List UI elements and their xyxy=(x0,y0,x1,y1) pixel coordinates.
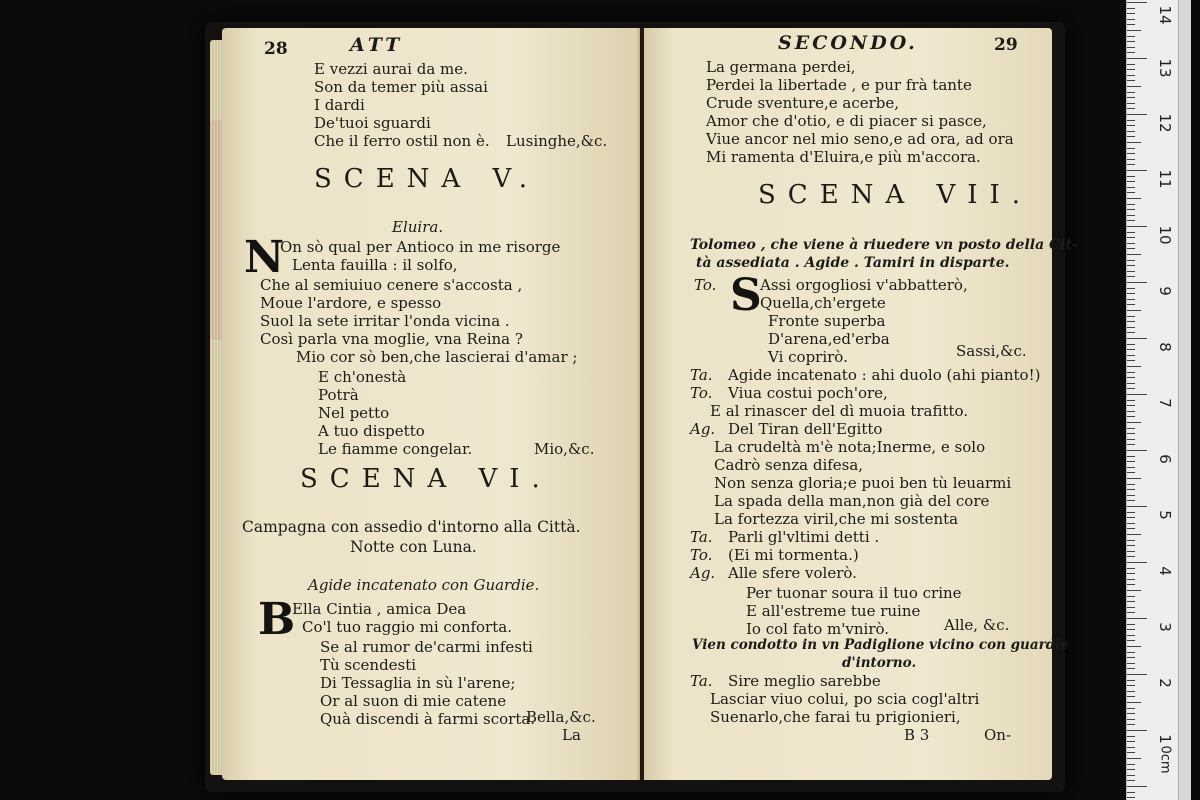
ruler-tick xyxy=(1127,377,1135,378)
ruler-tick xyxy=(1127,13,1135,14)
ruler-tick xyxy=(1127,747,1135,748)
ruler-tick xyxy=(1127,136,1135,137)
ruler-tick xyxy=(1127,125,1135,126)
ruler-tick xyxy=(1127,797,1135,798)
ruler-tick xyxy=(1127,372,1135,373)
verse-line: Lenta fauilla : il solfo, xyxy=(292,256,458,274)
ruler-number: 1 xyxy=(1156,734,1174,744)
ruler-tick xyxy=(1127,103,1135,104)
ruler-tick xyxy=(1127,764,1135,765)
ruler-tick xyxy=(1127,612,1135,613)
dialogue-line: Non senza gloria;e puoi ben tù leuarmi xyxy=(714,474,1012,492)
ruler-tick xyxy=(1127,304,1135,305)
ruler-tick xyxy=(1127,232,1135,233)
scene-setting: Tolomeo , che viene à riuedere vn posto della Cit- xyxy=(690,237,1078,253)
dialogue-line: Viua costui poch'ore, xyxy=(728,384,888,402)
ruler-tick xyxy=(1127,327,1135,328)
ruler-tick xyxy=(1127,243,1135,244)
ruler-tick xyxy=(1127,293,1135,294)
verse-line: Nel petto xyxy=(318,404,390,422)
running-head: SECONDO. xyxy=(778,32,918,54)
verse-line: Quà discendi à farmi scorta. xyxy=(320,710,536,728)
ruler-number: 14 xyxy=(1156,5,1174,25)
ruler-tick xyxy=(1127,562,1147,563)
dialogue-line: La spada della man,non già del core xyxy=(714,492,990,510)
ruler-tick xyxy=(1127,209,1135,210)
ruler-tick xyxy=(1127,36,1135,37)
cue-text: Mio,&c. xyxy=(534,440,595,458)
ruler-tick xyxy=(1127,52,1135,53)
ruler-tick xyxy=(1127,411,1135,412)
verse-line: A tuo dispetto xyxy=(318,422,425,440)
ruler-tick xyxy=(1127,534,1141,535)
verse-line: Che al semiuiuo cenere s'accosta , xyxy=(260,276,523,294)
verse-line: D'arena,ed'erba xyxy=(768,330,890,348)
speaker-name: Agide incatenato con Guardie. xyxy=(308,576,540,594)
scene-heading: SCENA V. xyxy=(314,164,539,194)
catchword: On- xyxy=(984,726,1012,744)
ruler-tick xyxy=(1127,545,1135,546)
ruler-tick xyxy=(1127,226,1147,227)
ruler-tick xyxy=(1127,19,1135,20)
ruler-tick xyxy=(1127,321,1135,322)
ruler-tick xyxy=(1127,500,1135,501)
ruler-tick xyxy=(1127,248,1135,249)
ruler-tick xyxy=(1127,584,1135,585)
ruler-tick xyxy=(1127,428,1135,429)
ruler-tick xyxy=(1127,506,1147,507)
ruler-number: 11 xyxy=(1156,169,1174,189)
ruler-tick xyxy=(1127,741,1135,742)
ruler-number: 9 xyxy=(1156,286,1174,296)
ruler-tick xyxy=(1127,69,1135,70)
ruler-tick xyxy=(1127,47,1135,48)
verse-line: Di Tessaglia in sù l'arene; xyxy=(320,674,516,692)
ruler-tick xyxy=(1127,142,1141,143)
ruler-number: 6 xyxy=(1156,454,1174,464)
verse-line: Suol la sete irritar l'onda vicina . xyxy=(260,312,510,330)
ruler-tick xyxy=(1127,299,1135,300)
ruler-tick xyxy=(1127,198,1141,199)
ruler-tick xyxy=(1127,271,1135,272)
verse-line: Moue l'ardore, e spesso xyxy=(260,294,442,312)
right-page xyxy=(644,28,1078,780)
ruler-tick xyxy=(1127,540,1135,541)
dialogue-line: E al rinascer del dì muoia trafitto. xyxy=(710,402,969,420)
ruler-tick xyxy=(1127,646,1141,647)
ruler-tick xyxy=(1127,405,1135,406)
ruler-tick xyxy=(1127,551,1135,552)
ruler-tick xyxy=(1127,758,1141,759)
speaker-abbrev: Ta. xyxy=(690,528,713,546)
ruler-tick xyxy=(1127,607,1135,608)
ruler-tick xyxy=(1127,489,1135,490)
verse-line: Potrà xyxy=(318,386,359,404)
ruler-tick xyxy=(1127,75,1135,76)
ruler-tick xyxy=(1127,220,1135,221)
ruler-tick xyxy=(1127,674,1147,675)
ruler-tick xyxy=(1127,64,1135,65)
ruler-tick xyxy=(1127,792,1135,793)
speaker-abbrev: Ta. xyxy=(690,672,713,690)
scene-setting: tà assediata . Agide . Tamiri in disparte. xyxy=(696,255,1010,271)
ruler-tick xyxy=(1127,668,1135,669)
speaker-abbrev: Ag. xyxy=(690,564,716,582)
speaker-name: Eluira. xyxy=(392,218,444,236)
ruler-tick xyxy=(1127,86,1141,87)
ruler-tick xyxy=(1127,422,1141,423)
ruler-tick xyxy=(1127,355,1135,356)
ruler-tick xyxy=(1127,652,1135,653)
scene-setting: Campagna con assedio d'intorno alla Città. xyxy=(242,518,581,536)
ruler-tick xyxy=(1127,708,1135,709)
speaker-abbrev: To. xyxy=(690,546,713,564)
ruler-number: 2 xyxy=(1156,678,1174,688)
verse-line: E all'estreme tue ruine xyxy=(746,602,921,620)
ruler-tick xyxy=(1127,439,1135,440)
ruler-edge xyxy=(1178,0,1191,800)
ruler-tick xyxy=(1127,724,1135,725)
ruler-tick xyxy=(1127,517,1135,518)
ruler-tick xyxy=(1127,444,1135,445)
ruler-tick xyxy=(1127,691,1135,692)
dialogue-line: Parli gl'vltimi detti . xyxy=(728,528,880,546)
ruler-number: 10 xyxy=(1156,225,1174,245)
ruler-tick xyxy=(1127,719,1135,720)
ruler-tick xyxy=(1127,736,1135,737)
ruler-tick xyxy=(1127,556,1135,557)
verse-line: Assi orgogliosi v'abbatterò, xyxy=(760,276,968,294)
verse-line: I dardi xyxy=(314,96,365,114)
ruler-tick xyxy=(1127,702,1141,703)
ruler-tick xyxy=(1127,338,1147,339)
dialogue-line: Agide incatenato : ahi duolo (ahi pianto!) xyxy=(728,366,1041,384)
dialogue-line: Alle sfere volerò. xyxy=(728,564,857,582)
ruler-tick xyxy=(1127,41,1135,42)
ruler-tick xyxy=(1127,164,1135,165)
ruler-tick xyxy=(1127,360,1135,361)
ruler-tick xyxy=(1127,332,1135,333)
ruler-tick xyxy=(1127,769,1135,770)
scene-heading: SCENA VII. xyxy=(758,180,1033,210)
ruler-tick xyxy=(1127,92,1135,93)
verse-line: Co'l tuo raggio mi conforta. xyxy=(302,618,512,636)
ruler-number: 12 xyxy=(1156,113,1174,133)
ruler-tick xyxy=(1127,456,1135,457)
ruler-tick xyxy=(1127,282,1147,283)
ruler-number: 3 xyxy=(1156,622,1174,632)
verse-line: Mio cor sò ben,che lascierai d'amar ; xyxy=(296,348,578,366)
dialogue-line: La fortezza viril,che mi sostenta xyxy=(714,510,959,528)
catchword: La xyxy=(562,726,581,744)
verse-line: Che il ferro ostil non è. xyxy=(314,132,490,150)
verse-line: Fronte superba xyxy=(768,312,886,330)
signature-mark: B 3 xyxy=(904,726,930,744)
speaker-abbrev: Ag. xyxy=(690,420,716,438)
ruler-tick xyxy=(1127,265,1135,266)
ruler-number: 4 xyxy=(1156,566,1174,576)
ruler-tick xyxy=(1127,58,1147,59)
ruler-tick xyxy=(1127,114,1147,115)
verse-line: Mi ramenta d'Eluira,e più m'accora. xyxy=(706,148,981,166)
ruler-tick xyxy=(1127,590,1141,591)
ruler-number: 8 xyxy=(1156,342,1174,352)
verse-line: De'tuoi sguardi xyxy=(314,114,431,132)
ruler-tick xyxy=(1127,366,1141,367)
cue-text: Lusinghe,&c. xyxy=(506,132,608,150)
ruler-unit: 0cm xyxy=(1157,745,1173,774)
ruler-tick xyxy=(1127,775,1135,776)
ruler-tick xyxy=(1127,388,1135,389)
stage-direction: d'intorno. xyxy=(842,655,917,671)
ruler-tick xyxy=(1127,394,1147,395)
ruler-tick xyxy=(1127,237,1135,238)
verse-line: Io col fato m'vnirò. xyxy=(746,620,890,638)
ruler-tick xyxy=(1127,215,1135,216)
drop-cap: N xyxy=(244,232,285,283)
ruler-tick xyxy=(1127,472,1135,473)
ruler-tick xyxy=(1127,148,1135,149)
page-number: 29 xyxy=(994,35,1018,55)
ruler-tick xyxy=(1127,528,1135,529)
verse-line: La germana perdei, xyxy=(706,58,856,76)
ruler-tick xyxy=(1127,349,1135,350)
verse-line: Le fiamme congelar. xyxy=(318,440,473,458)
ruler-tick xyxy=(1127,523,1135,524)
left-page xyxy=(222,28,640,780)
verse-line: Così parla vna moglie, vna Reina ? xyxy=(260,330,523,348)
ruler-tick xyxy=(1127,170,1147,171)
verse-line: On sò qual per Antioco in me risorge xyxy=(280,238,561,256)
dialogue-line: Del Tiran dell'Egitto xyxy=(728,420,883,438)
ruler-tick xyxy=(1127,579,1135,580)
dialogue-line: La crudeltà m'è nota;Inerme, e solo xyxy=(714,438,986,456)
ruler-tick xyxy=(1127,730,1147,731)
speaker-abbrev: To. xyxy=(694,276,717,294)
verse-line: Vi coprirò. xyxy=(768,348,848,366)
ruler-tick xyxy=(1127,596,1135,597)
ruler-tick xyxy=(1127,159,1135,160)
ruler-tick xyxy=(1127,663,1135,664)
ruler-tick xyxy=(1127,657,1135,658)
ruler-tick xyxy=(1127,316,1135,317)
verse-line: Se al rumor de'carmi infesti xyxy=(320,638,533,656)
scene-heading: SCENA VI. xyxy=(300,464,552,494)
ruler-tick xyxy=(1127,344,1135,345)
ruler-tick xyxy=(1127,108,1135,109)
ruler-tick xyxy=(1127,153,1135,154)
ruler-tick xyxy=(1127,288,1135,289)
verse-line: Tù scendesti xyxy=(320,656,417,674)
verse-line: Sire meglio sarebbe xyxy=(728,672,881,690)
ruler-tick xyxy=(1127,624,1135,625)
ruler-tick xyxy=(1127,254,1141,255)
ruler-tick xyxy=(1127,680,1135,681)
ruler-tick xyxy=(1127,450,1147,451)
verse-line: Crude sventure,e acerbe, xyxy=(706,94,900,112)
ruler-tick xyxy=(1127,433,1135,434)
ruler-tick xyxy=(1127,204,1135,205)
ruler-tick xyxy=(1127,24,1135,25)
stage-direction: Vien condotto in vn Padiglione vicino con guardie xyxy=(692,637,1069,653)
cue-text: Bella,&c. xyxy=(526,708,596,726)
drop-cap: S xyxy=(730,270,762,321)
ruler-tick xyxy=(1127,260,1135,261)
ruler-tick xyxy=(1127,131,1135,132)
ruler-tick xyxy=(1127,568,1135,569)
verse-line: Ella Cintia , amica Dea xyxy=(292,600,467,618)
ruler-tick xyxy=(1127,97,1135,98)
speaker-abbrev: Ta. xyxy=(690,366,713,384)
ruler-tick xyxy=(1127,640,1135,641)
ruler-tick xyxy=(1127,383,1135,384)
ruler-tick xyxy=(1127,752,1135,753)
ruler-tick xyxy=(1127,461,1135,462)
ruler-tick xyxy=(1127,400,1135,401)
ruler-tick xyxy=(1127,484,1135,485)
ruler-tick xyxy=(1127,635,1135,636)
ruler-tick xyxy=(1127,629,1135,630)
ruler-tick xyxy=(1127,573,1135,574)
ruler-tick xyxy=(1127,601,1135,602)
scene-setting: Notte con Luna. xyxy=(350,538,477,556)
ruler-tick xyxy=(1127,276,1135,277)
ruler-tick xyxy=(1127,786,1147,787)
dialogue-line: (Ei mi tormenta.) xyxy=(728,546,859,564)
verse-line: E vezzi aurai da me. xyxy=(314,60,468,78)
page-number: 28 xyxy=(264,39,288,59)
verse-line: Perdei la libertade , e pur frà tante xyxy=(706,76,972,94)
ruler-tick xyxy=(1127,30,1141,31)
ruler-tick xyxy=(1127,176,1135,177)
ruler-tick xyxy=(1127,192,1135,193)
ruler-number: 5 xyxy=(1156,510,1174,520)
cue-text: Sassi,&c. xyxy=(956,342,1027,360)
ruler-tick xyxy=(1127,696,1135,697)
verse-line: Son da temer più assai xyxy=(314,78,488,96)
ruler-tick xyxy=(1127,780,1135,781)
ruler-number: 7 xyxy=(1156,398,1174,408)
ruler-tick xyxy=(1127,685,1135,686)
ruler-tick xyxy=(1127,187,1135,188)
verse-line: E ch'onestà xyxy=(318,368,407,386)
ruler-tick xyxy=(1127,512,1135,513)
ruler-tick xyxy=(1127,120,1135,121)
verse-line: Lasciar viuo colui, po scia cogl'altri xyxy=(710,690,980,708)
verse-line: Amor che d'otio, e di piacer si pasce, xyxy=(706,112,987,130)
ruler-tick xyxy=(1127,8,1135,9)
ruler-tick xyxy=(1127,467,1135,468)
ruler-tick xyxy=(1127,416,1135,417)
speaker-abbrev: To. xyxy=(690,384,713,402)
ruler-tick xyxy=(1127,618,1147,619)
dialogue-line: Cadrò senza difesa, xyxy=(714,456,864,474)
ruler-tick xyxy=(1127,2,1147,3)
ruler-tick xyxy=(1127,713,1135,714)
ruler-tick xyxy=(1127,495,1135,496)
ruler-tick xyxy=(1127,181,1135,182)
verse-line: Or al suon di mie catene xyxy=(320,692,507,710)
verse-line: Suenarlo,che farai tu prigionieri, xyxy=(710,708,961,726)
ruler-number: 13 xyxy=(1156,58,1174,78)
ruler-tick xyxy=(1127,310,1141,311)
ruler-tick xyxy=(1127,80,1135,81)
ruler-tick xyxy=(1127,478,1141,479)
verse-line: Per tuonar soura il tuo crine xyxy=(746,584,962,602)
verse-line: Viue ancor nel mio seno,e ad ora, ad ora xyxy=(706,130,1014,148)
cue-text: Alle, &c. xyxy=(944,616,1010,634)
verse-line: Quella,ch'ergete xyxy=(760,294,886,312)
drop-cap: B xyxy=(258,594,296,645)
running-head: ATT xyxy=(350,34,404,56)
